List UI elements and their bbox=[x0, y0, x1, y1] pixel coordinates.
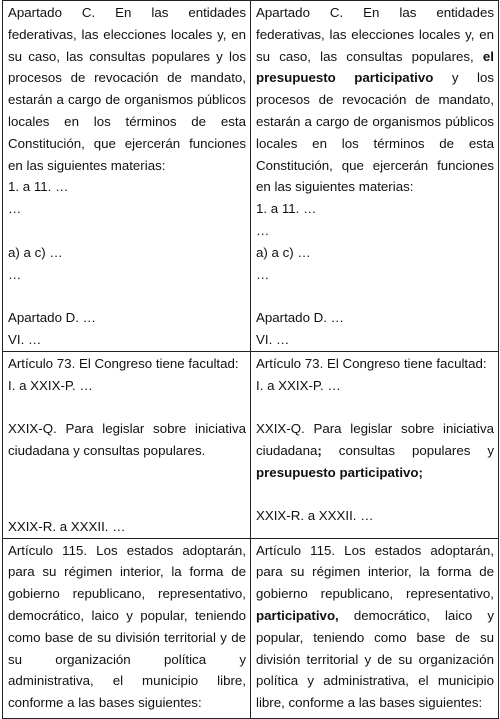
paragraph: Artículo 73. El Congreso tiene facultad: bbox=[8, 355, 239, 371]
paragraph: Artículo 73. El Congreso tiene facultad: bbox=[256, 355, 487, 371]
text-span: XXIX-Q. Para legislar sobre iniciativa ciudadana bbox=[256, 421, 494, 458]
proposed-text-cell bbox=[251, 351, 499, 538]
table-row bbox=[3, 1, 499, 352]
text-span: y los procesos de revocación de mandato, estarán a cargo de organismos públicos locales en los términos de esta Constitución, que ejercerán funciones en las siguientes materias: bbox=[256, 70, 494, 195]
bold-change: ; bbox=[317, 442, 322, 458]
spacer bbox=[256, 285, 494, 307]
spacer bbox=[8, 285, 246, 307]
list-item: XXIX-Q. Para legislar sobre iniciativa ciudadana y consultas populares. bbox=[8, 421, 246, 458]
list-item: Apartado D. … bbox=[8, 310, 96, 326]
paragraph bbox=[256, 2, 494, 198]
list-item: VI. … bbox=[8, 331, 42, 347]
spacer bbox=[8, 396, 246, 418]
paragraph: Apartado C. En las entidades federativas, las elecciones locales y, en su caso, las consultas populares y los procesos de revocación de mandato, estarán a cargo de organismos públicos locales en los términos de esta Constitución, que ejercerán funciones en las siguientes materias: bbox=[8, 5, 246, 173]
bold-change: presupuesto participativo; bbox=[256, 464, 423, 480]
list-item: a) a c) … bbox=[256, 244, 311, 260]
paragraph: Artículo 115. Los estados adoptarán, para su régimen interior, la forma de gobierno republicano, representativo, democrático, laico y popular, teniendo como base de su división territorial y de su organización política y administrativa, el municipio libre, conforme a las bases siguientes: bbox=[8, 542, 246, 711]
list-item: XXIX-R. a XXXII. … bbox=[8, 518, 126, 534]
spacer bbox=[8, 462, 246, 516]
list-item: … bbox=[8, 266, 22, 282]
list-item: VI. … bbox=[256, 331, 290, 347]
spacer bbox=[256, 396, 494, 418]
spacer bbox=[256, 484, 494, 506]
spacer bbox=[8, 220, 246, 242]
list-item: … bbox=[256, 266, 270, 282]
list-item: XXIX-R. a XXXII. … bbox=[256, 508, 374, 524]
comparison-table bbox=[2, 0, 499, 719]
list-item: 1. a 11. … bbox=[8, 179, 69, 195]
text-span: Apartado C. En las entidades federativas, las elecciones locales y, en su caso, las consultas populares, bbox=[256, 5, 494, 64]
list-item: Apartado D. … bbox=[256, 310, 344, 326]
table-row bbox=[3, 351, 499, 538]
text-span: democrático, laico y popular, teniendo como base de su división territorial y de su organización política y administrativa, el municipio libre, conforme a las bases siguientes: bbox=[256, 607, 494, 711]
current-text-cell bbox=[3, 351, 251, 538]
list-item: a) a c) … bbox=[8, 244, 63, 260]
list-item: I. a XXIX-P. … bbox=[8, 377, 93, 393]
paragraph bbox=[256, 540, 494, 714]
list-item: I. a XXIX-P. … bbox=[256, 377, 341, 393]
list-item bbox=[256, 418, 494, 483]
text-span: consultas populares y bbox=[321, 442, 494, 458]
list-item: … bbox=[8, 201, 22, 217]
table-row bbox=[3, 538, 499, 718]
proposed-text-cell bbox=[251, 1, 499, 352]
bold-change: el presupuesto participativo bbox=[256, 48, 494, 86]
text-span: Artículo 115. Los estados adoptarán, para su régimen interior, la forma de gobierno republicano, representativo, bbox=[256, 542, 494, 602]
current-text-cell bbox=[3, 538, 251, 718]
list-item: … bbox=[256, 222, 270, 238]
current-text-cell bbox=[3, 1, 251, 352]
list-item: 1. a 11. … bbox=[256, 201, 317, 217]
proposed-text-cell bbox=[251, 538, 499, 718]
bold-change: participativo, bbox=[256, 607, 339, 623]
